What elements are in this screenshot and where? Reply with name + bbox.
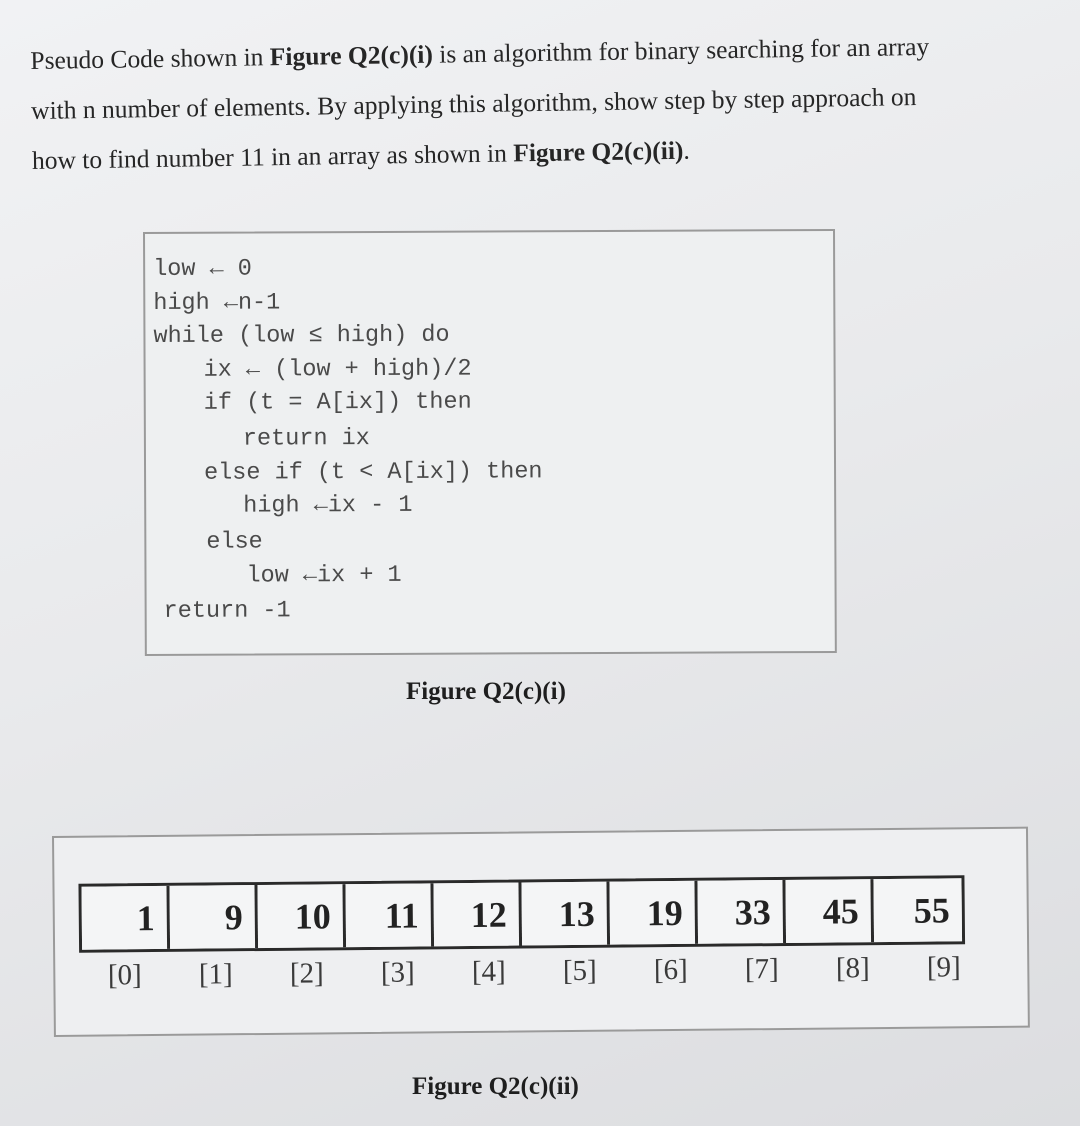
- array-cell: 11: [345, 883, 434, 947]
- figure-ref-i: Figure Q2(c)(i): [269, 39, 434, 72]
- array-cell: 9: [169, 885, 258, 949]
- array-cell: 45: [785, 879, 874, 943]
- array-index-label: [2]: [289, 957, 324, 990]
- index-row: [79, 951, 989, 993]
- array-index-label: [8]: [835, 952, 870, 985]
- question-line-3-tail: .: [683, 135, 691, 165]
- question-line-3-text: how to find number 11 in an array as shown in: [31, 138, 514, 175]
- array-index-label: [9]: [926, 951, 961, 984]
- question-text: [30, 20, 1022, 186]
- question-line-1-text: Pseudo Code shown in: [30, 42, 271, 75]
- code-line-low-init: low ← 0: [153, 255, 252, 283]
- code-line-high-init: high ←n-1: [153, 289, 281, 317]
- array-index-label: [7]: [744, 953, 779, 986]
- array-index-label: [3]: [380, 956, 415, 989]
- array-index-label: [5]: [562, 954, 597, 988]
- array-cell: 33: [697, 880, 786, 944]
- array-cell: 1: [81, 886, 170, 950]
- array-index-label: [6]: [653, 953, 688, 987]
- pseudocode-box: [143, 229, 837, 656]
- figure-caption-i: Figure Q2(c)(i): [406, 678, 566, 705]
- array-index-label: [0]: [107, 959, 142, 992]
- array-cell: 10: [257, 884, 346, 948]
- code-line-low-update: low ←ix + 1: [246, 561, 402, 590]
- code-line-else-if: else if (t < A[ix]) then: [203, 458, 543, 487]
- array-index-label: [4]: [471, 955, 506, 988]
- array-index-label: [1]: [198, 958, 233, 991]
- code-line-return-minus-one: return -1: [163, 597, 291, 625]
- array-row: [78, 875, 965, 953]
- question-line-2-text: with n number of elements. By applying this algorithm, show step by step approach on: [30, 82, 917, 125]
- code-line-while: while (low ≤ high) do: [153, 321, 450, 350]
- code-line-return-ix: return ix: [242, 425, 370, 453]
- array-cell: 19: [609, 881, 698, 945]
- code-line-high-update: high ←ix - 1: [243, 491, 413, 520]
- array-cell: 13: [521, 882, 610, 946]
- array-figure: [52, 827, 1030, 1037]
- code-line-ix: ix ← (low + high)/2: [203, 355, 472, 384]
- question-line-1-tail: is an algorithm for binary searching for an array: [432, 31, 930, 69]
- array-cell: 55: [873, 878, 962, 942]
- code-line-if: if (t = A[ix]) then: [203, 388, 472, 417]
- code-line-else: else: [206, 528, 263, 556]
- array-cell: 12: [433, 882, 522, 946]
- figure-ref-ii: Figure Q2(c)(ii): [513, 135, 684, 168]
- figure-caption-ii: Figure Q2(c)(ii): [412, 1073, 579, 1100]
